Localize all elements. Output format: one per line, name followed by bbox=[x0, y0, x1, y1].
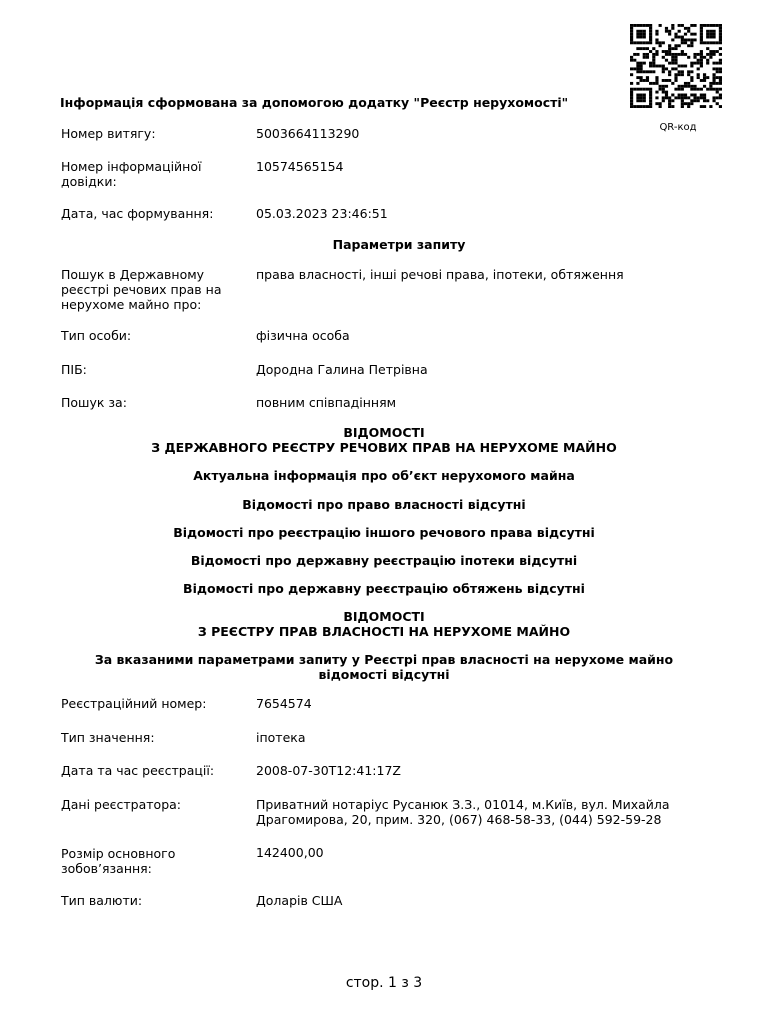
person-type-value: фізична особа bbox=[256, 328, 350, 343]
ownership-registry-heading bbox=[0, 609, 768, 639]
state-registry-subheading: Актуальна інформація про об’єкт нерухомого майна bbox=[193, 468, 575, 483]
registrar-data-label: Дані реєстратора: bbox=[61, 797, 182, 812]
state-registry-heading-line2: З ДЕРЖАВНОГО РЕЄСТРУ РЕЧОВИХ ПРАВ НА НЕРУХОМЕ МАЙНО bbox=[151, 440, 617, 455]
state-registry-subheading: Відомості про право власності відсутні bbox=[242, 497, 526, 512]
state-registry-heading-line1: ВІДОМОСТІ bbox=[343, 425, 425, 440]
currency-type-label: Тип валюти: bbox=[61, 893, 143, 908]
info-reference-number-value: 10574565154 bbox=[256, 159, 344, 174]
ownership-registry-note-line1: За вказаними параметрами запиту у Реєстрі прав власності на нерухоме майно bbox=[94, 652, 674, 667]
search-scope-label: Пошук в Державному реєстрі речових прав на нерухоме майно про: bbox=[61, 267, 222, 312]
info-reference-number-label: Номер інформаційної довідки: bbox=[61, 159, 202, 189]
formation-datetime-value: 05.03.2023 23:46:51 bbox=[256, 206, 388, 221]
main-obligation-amount-value: 142400,00 bbox=[256, 845, 324, 860]
page-number: стор. 1 з 3 bbox=[345, 975, 423, 991]
registrar-data-value: Приватний нотаріус Русанюк З.З., 01014, м.Київ, вул. Михайла Драгомирова, 20, прим. 320, (067) 468-58-33, (044) 592-59-28 bbox=[256, 797, 670, 827]
value-type-value: іпотека bbox=[256, 730, 306, 745]
ownership-registry-note-line2: відомості відсутні bbox=[318, 667, 450, 682]
qr-code-icon bbox=[630, 24, 722, 108]
extract-number-value: 5003664113290 bbox=[256, 126, 360, 141]
registration-datetime-label: Дата та час реєстрації: bbox=[61, 763, 215, 778]
search-by-value: повним співпадінням bbox=[256, 395, 397, 410]
state-registry-subheading: Відомості про реєстрацію іншого речового права відсутні bbox=[173, 525, 595, 540]
query-parameters-heading: Параметри запиту bbox=[332, 237, 466, 252]
extract-number-label: Номер витягу: bbox=[61, 126, 156, 141]
main-obligation-amount-label: Розмір основного зобов’язання: bbox=[61, 846, 176, 876]
ownership-registry-heading-line2: З РЕЄСТРУ ПРАВ ВЛАСНОСТІ НА НЕРУХОМЕ МАЙНО bbox=[197, 624, 571, 639]
registration-datetime-value: 2008-07-30T12:41:17Z bbox=[256, 763, 401, 778]
state-registry-heading bbox=[0, 425, 768, 455]
registration-number-label: Реєстраційний номер: bbox=[61, 696, 207, 711]
state-registry-subheading: Відомості про державну реєстрацію іпотеки відсутні bbox=[190, 553, 578, 568]
qr-code-image bbox=[630, 24, 722, 108]
person-type-label: Тип особи: bbox=[61, 328, 132, 343]
full-name-label: ПІБ: bbox=[61, 362, 87, 377]
ownership-registry-heading-line1: ВІДОМОСТІ bbox=[343, 609, 425, 624]
qr-code-label: QR-код bbox=[659, 122, 697, 133]
registration-number-value: 7654574 bbox=[256, 696, 312, 711]
formation-datetime-label: Дата, час формування: bbox=[61, 206, 214, 221]
value-type-label: Тип значення: bbox=[61, 730, 155, 745]
document-title: Інформація сформована за допомогою додатку "Реєстр нерухомості" bbox=[60, 95, 569, 110]
search-by-label: Пошук за: bbox=[61, 395, 127, 410]
currency-type-value: Доларів США bbox=[256, 893, 343, 908]
ownership-registry-note bbox=[0, 652, 768, 682]
state-registry-subheading: Відомості про державну реєстрацію обтяжень відсутні bbox=[183, 581, 585, 596]
full-name-value: Дородна Галина Петрівна bbox=[256, 362, 428, 377]
search-scope-value: права власності, інші речові права, іпотеки, обтяження bbox=[256, 267, 624, 282]
